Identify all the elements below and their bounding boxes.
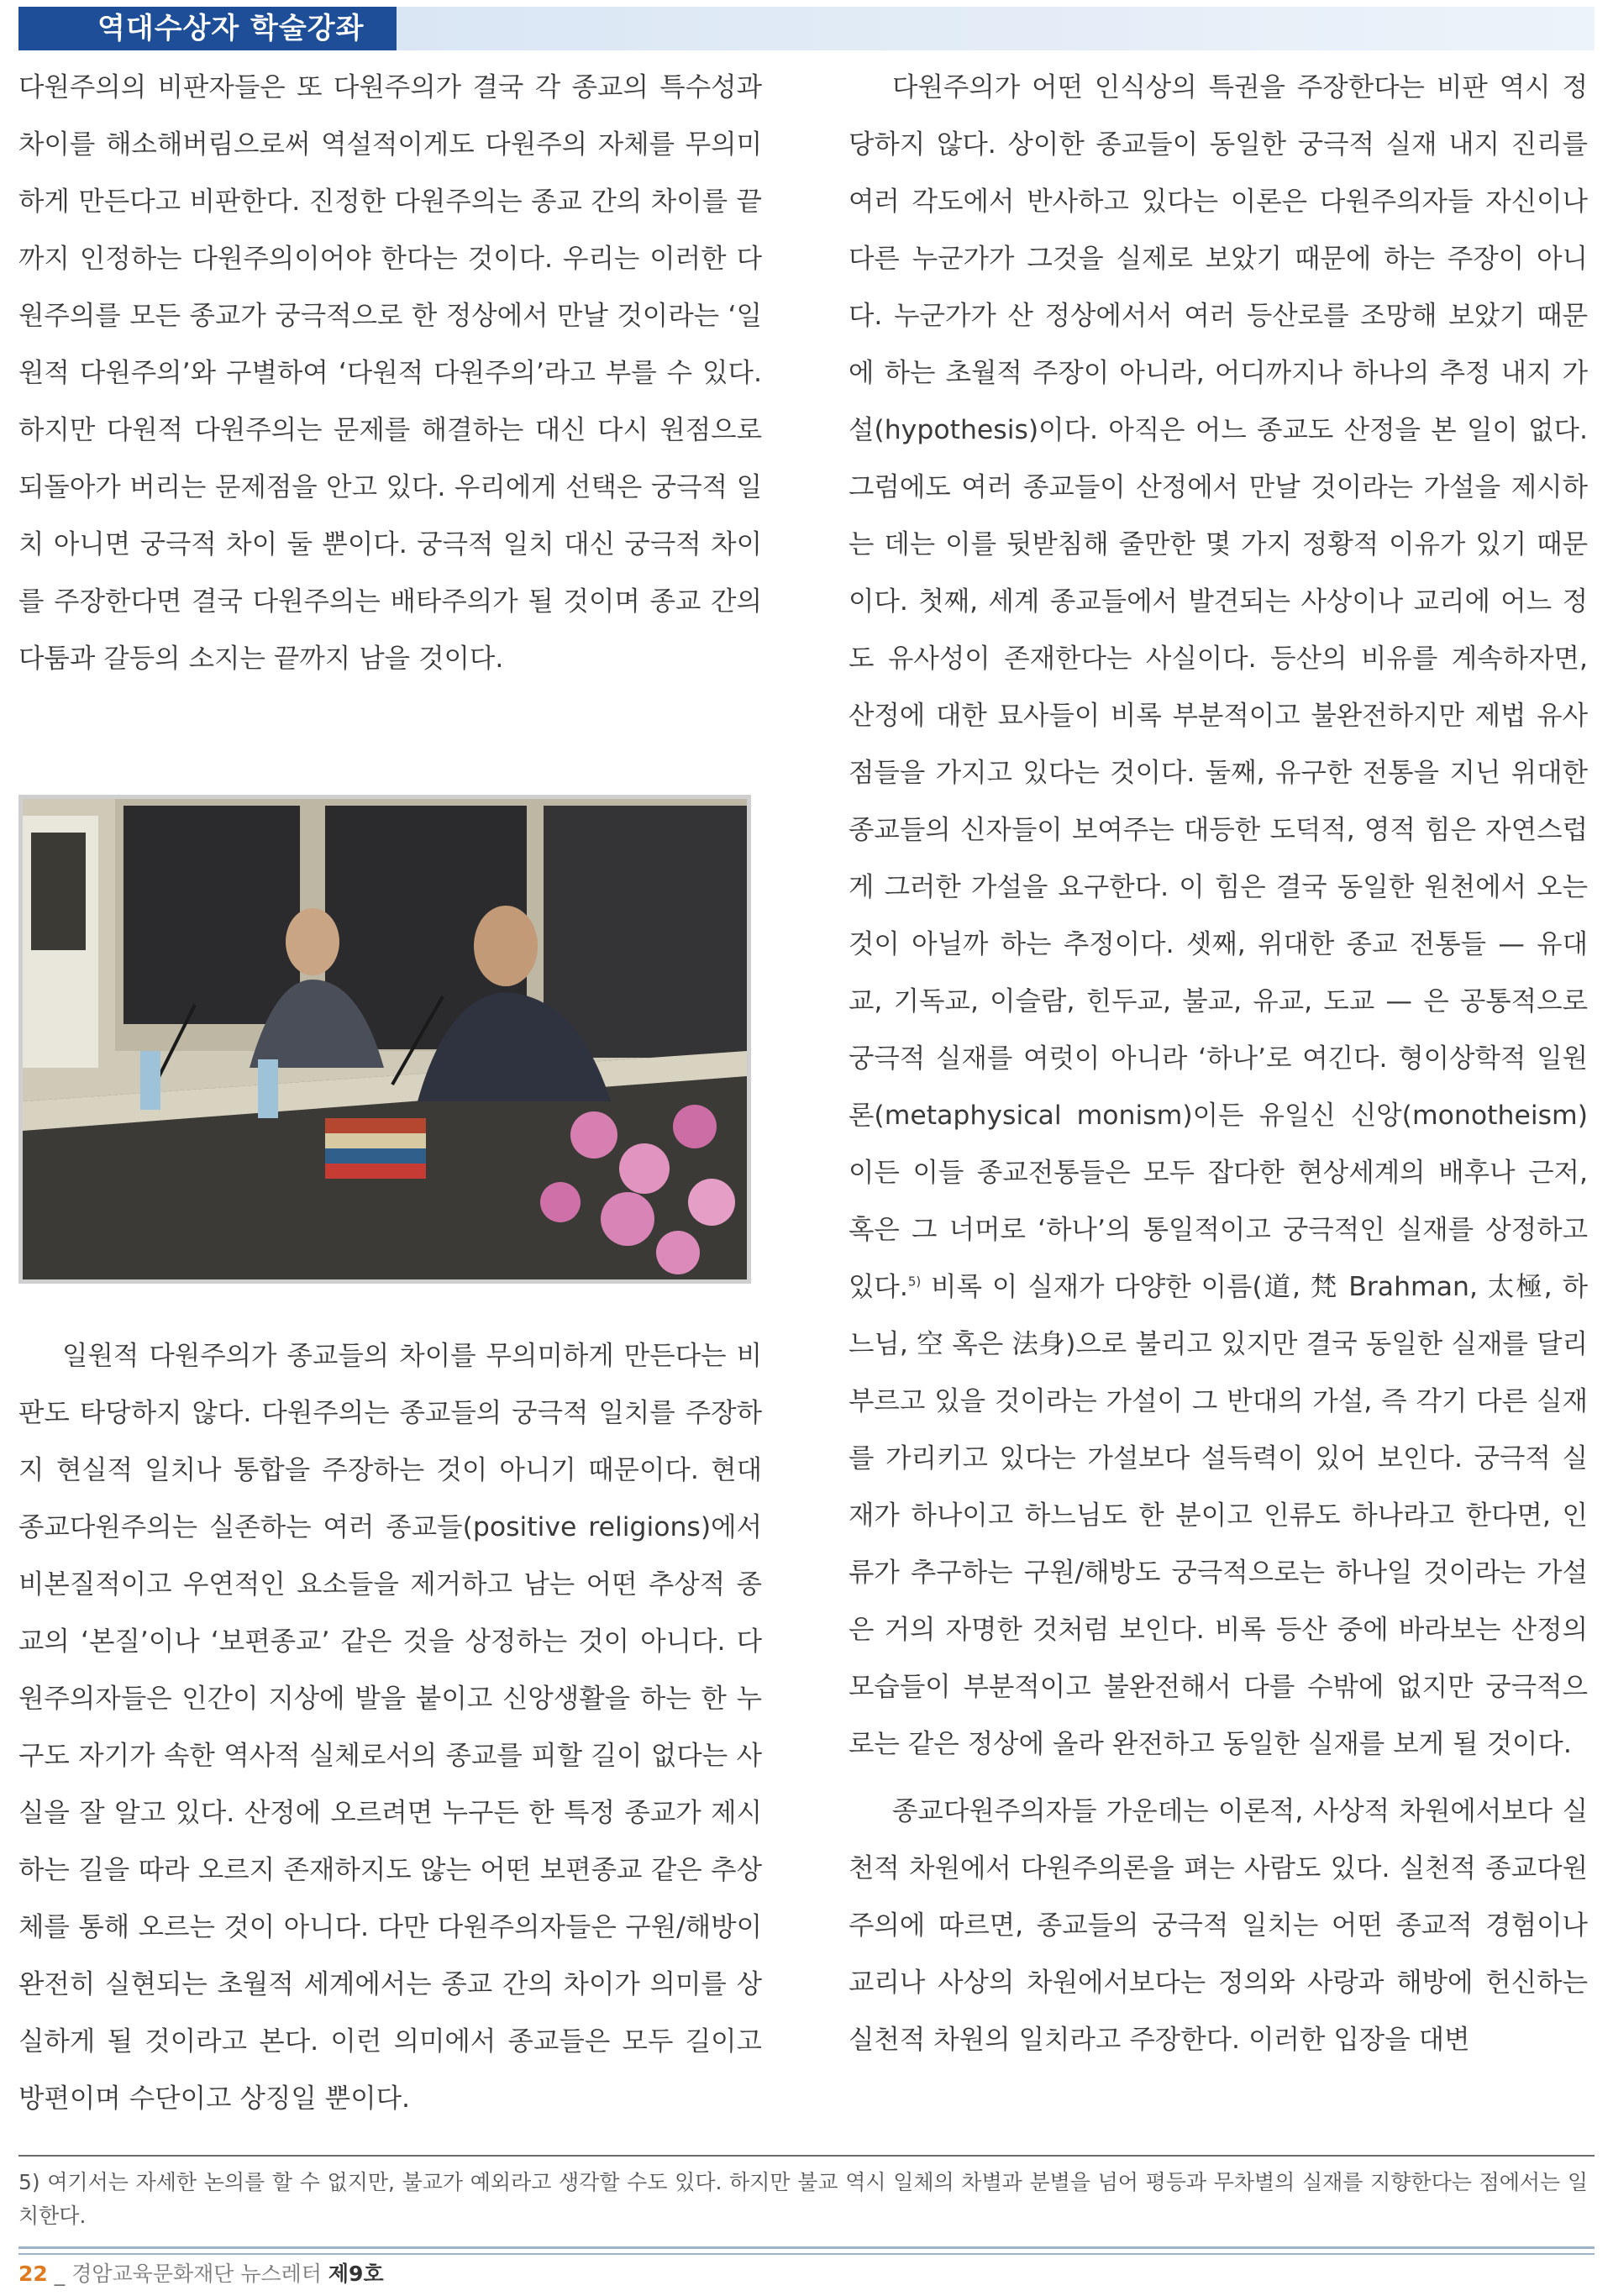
footnote-divider [18,2155,1595,2157]
footnote-text: 5) 여기서는 자세한 논의를 할 수 없지만, 불교가 예외라고 생각할 수도 있다. 하지만 불교 역시 일체의 차별과 분별을 넘어 평등과 무차별의 실재를 지향한다는 점에서는 일치한다. [18,2170,1588,2228]
left-column-top [18,59,762,687]
right-paragraph-2: 종교다원주의자들 가운데는 이론적, 사상적 차원에서보다 실천적 차원에서 다원주의론을 펴는 사람도 있다. 실천적 종교다원주의에 따르면, 종교들의 궁극적 일치는 어떤 종교적 경험이나 교리나 사상의 차원에서보다는 정의와 사랑과 해방에 헌신하는 실천적 차원의 일치라고 주장한다. 이러한 입장을 대변 [849,1796,1588,2055]
section-title: 역대수상자 학술강좌 [18,7,397,50]
publication-name: 경암교육문화재단 뉴스레터 [71,2262,328,2286]
left-column-bottom [18,1327,762,2127]
lecture-photo [18,795,751,1284]
right-paragraph-1-text: 다원주의가 어떤 인식상의 특권을 주장한다는 비판 역시 정당하지 않다. 상이한 종교들이 동일한 궁극적 실재 내지 진리를 여러 각도에서 반사하고 있다는 이론은 다원주의자들 자신이나 다른 누군가가 그것을 실제로 보았기 때문에 하는 주장이 아니다. 누군가가 산 정상에서서 여러 등산로를 조망해 보았기 때문에 하는 초월적 주장이 아니라, 어디까지나 하나의 추정 내지 가설(hypothesis)이다. 아직은 어느 종교도 산정을 본 일이 없다. 그럼에도 여러 종교들이 산정에서 만날 것이라는 가설을 제시하는 데는 이를 뒷받침해 줄만한 몇 가지 정황적 이유가 있기 때문이다. 첫째, 세계 종교들에서 발견되는 사상이나 교리에 어느 정도 유사성이 존재한다는 사실이다. 등산의 비유를 계속하자면, 산정에 대한 묘사들이 비록 부분적이고 불완전하지만 제법 유사점들을 가지고 있다는 것이다. 둘째, 유구한 전통을 지닌 위대한 종교들의 신자들이 보여주는 대등한 도덕적, 영적 힘은 자연스럽게 그러한 가설을 요구한다. 이 힘은 결국 동일한 원천에서 오는 것이 아닐까 하는 추정이다. 셋째, 위대한 종교 전통들 — 유대교, 기독교, 이슬람, 힌두교, 불교, 유교, 도교 — 은 공통적으로 궁극적 실재를 여럿이 아니라 ‘하나’로 여긴다. 형이상학적 일원론(metaphysical monism)이든 유일신 신앙(monotheism)이든 이들 종교전통들은 모두 잡다한 현상세계의 배후나 근저, 혹은 그 너머로 ‘하나’의 통일적이고 궁극적인 실재를 상정하고 있다. [849,72,1588,1302]
right-paragraph-1-continued: 비록 이 실재가 다양한 이름(道, 梵 Brahman, 太極, 하느님, 空 혹은 法身)으로 불리고 있지만 결국 동일한 실재를 달리 부르고 있을 것이라는 가설이 그 반대의 가설, 즉 각기 다른 실재를 가리키고 있다는 가설보다 설득력이 있어 보인다. 궁극적 실재가 하나이고 하느님도 한 분이고 인류도 하나라고 한다면, 인류가 추구하는 구원/해방도 궁극적으로는 하나일 것이라는 가설은 거의 자명한 것처럼 보인다. 비록 등산 중에 바라보는 산정의 모습들이 부분적이고 불완전해서 다를 수밖에 없지만 궁극적으로는 같은 정상에 올라 완전하고 동일한 실재를 보게 될 것이다. [849,1272,1588,1759]
left-paragraph-2: 일원적 다원주의가 종교들의 차이를 무의미하게 만든다는 비판도 타당하지 않다. 다원주의는 종교들의 궁극적 일치를 주장하지 현실적 일치나 통합을 주장하는 것이 아니기 때문이다. 현대 종교다원주의는 실존하는 여러 종교들(positive religions)에서 비본질적이고 우연적인 요소들을 제거하고 남는 어떤 추상적 종교의 ‘본질’이나 ‘보편종교’ 같은 것을 상정하는 것이 아니다. 다원주의자들은 인간이 지상에 발을 붙이고 신앙생활을 하는 한 누구도 자기가 속한 역사적 실체로서의 종교를 피할 길이 없다는 사실을 잘 알고 있다. 산정에 오르려면 누구든 한 특정 종교가 제시하는 길을 따라 오르지 존재하지도 않는 어떤 보편종교 같은 추상체를 통해 오르는 것이 아니다. 다만 다원주의자들은 구원/해방이 완전히 실현되는 초월적 세계에서는 종교 간의 차이가 의미를 상실하게 될 것이라고 본다. 이런 의미에서 종교들은 모두 길이고 방편이며 수단이고 상징일 뿐이다. [18,1341,762,2114]
right-column [849,59,1588,2068]
page-number: 22 [18,2262,48,2286]
right-paragraph-1 [849,59,1588,1773]
footer-separator: _ [47,2262,72,2286]
footer-rule [18,2246,1595,2249]
footer [18,2260,384,2288]
footer-rule-thin [18,2253,1595,2255]
issue-number: 제9호 [328,2262,384,2286]
left-paragraph-1: 다원주의의 비판자들은 또 다원주의가 결국 각 종교의 특수성과 차이를 해소해버림으로써 역설적이게도 다원주의 자체를 무의미하게 만든다고 비판한다. 진정한 다원주의는 종교 간의 차이를 끝까지 인정하는 다원주의이어야 한다는 것이다. 우리는 이러한 다원주의를 모든 종교가 궁극적으로 한 정상에서 만날 것이라는 ‘일원적 다원주의’와 구별하여 ‘다원적 다원주의’라고 부를 수 있다. 하지만 다원적 다원주의는 문제를 해결하는 대신 다시 원점으로 되돌아가 버리는 문제점을 안고 있다. 우리에게 선택은 궁극적 일치 아니면 궁극적 차이 둘 뿐이다. 궁극적 일치 대신 궁극적 차이를 주장한다면 결국 다원주의는 배타주의가 될 것이며 종교 간의 다툼과 갈등의 소지는 끝까지 남을 것이다. [18,72,762,674]
footnote-marker: 5) [907,1274,922,1290]
